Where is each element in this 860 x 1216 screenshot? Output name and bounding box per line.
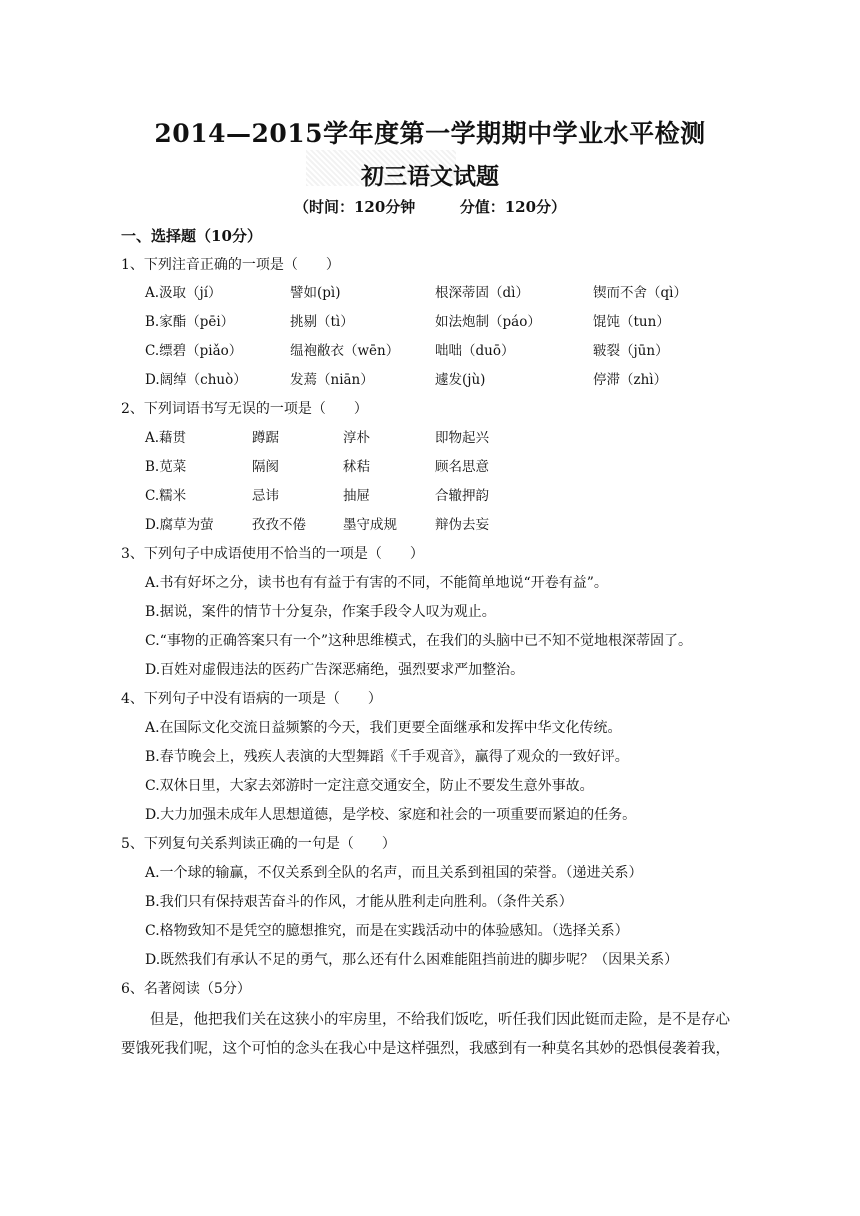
q2-c-2: 忌讳 xyxy=(252,488,279,504)
q2-a-2: 蹲踞 xyxy=(252,430,279,446)
q3-option-c: C.“事物的正确答案只有一个”这种思维模式，在我们的头脑中已不知不觉地根深蒂固了。 xyxy=(145,633,692,649)
question-5: 5、下列复句关系判读正确的一句是（ ） xyxy=(121,836,396,852)
q2-d-3: 墨守成规 xyxy=(343,517,397,533)
q2-a-3: 淳朴 xyxy=(343,430,370,446)
q1-a-4: 锲而不舍（qì） xyxy=(593,285,687,301)
q1-b-3: 如法炮制（páo） xyxy=(435,314,541,330)
question-2: 2、下列词语书写无误的一项是（ ） xyxy=(121,401,368,417)
question-1: 1、下列注音正确的一项是（ ） xyxy=(121,257,340,273)
exam-time: （时间：120分钟 xyxy=(293,198,416,216)
q1-a-2: 譬如(pì) xyxy=(290,285,341,301)
exam-time-score xyxy=(0,196,860,217)
q4-option-c: C.双休日里，大家去郊游时一定注意交通安全，防止不要发生意外事故。 xyxy=(145,778,594,794)
q1-d-1: D.阔绰（chuò） xyxy=(145,372,247,388)
q5-option-b: B.我们只有保持艰苦奋斗的作风，才能从胜利走向胜利。（条件关系） xyxy=(145,894,573,910)
q1-c-1: C.缥碧（piǎo） xyxy=(145,343,243,359)
q2-b-4: 顾名思意 xyxy=(435,459,489,475)
q2-b-3: 秫秸 xyxy=(343,459,370,475)
q1-a-1: A.汲取（jí） xyxy=(145,285,222,301)
section-heading: 一、选择题（10分） xyxy=(121,227,262,245)
q2-c-3: 抽屉 xyxy=(343,488,370,504)
exam-title: 2014—2015学年度第一学期期中学业水平检测 xyxy=(154,119,706,148)
q1-d-3: 遽发(jù) xyxy=(435,372,486,388)
q1-b-4: 馄饨（tun） xyxy=(593,314,670,330)
q2-d-4: 辩伪去妄 xyxy=(435,517,489,533)
q3-option-d: D.百姓对虚假违法的医药广告深恶痛绝，强烈要求严加整治。 xyxy=(145,662,525,678)
exam-score: 分值：120分） xyxy=(459,198,567,216)
q2-a-1: A.藉贯 xyxy=(145,430,187,446)
q1-c-2: 缊袍敝衣（wēn） xyxy=(290,343,400,359)
question-6: 6、名著阅读（5分） xyxy=(121,981,251,997)
exam-subtitle: 初三语文试题 xyxy=(361,163,499,190)
q1-d-2: 发蔫（niān） xyxy=(290,372,374,388)
question-3: 3、下列句子中成语使用不恰当的一项是（ ） xyxy=(121,546,424,562)
q4-option-d: D.大力加强未成年人思想道德，是学校、家庭和社会的一项重要而紧迫的任务。 xyxy=(145,807,637,823)
q2-d-2: 孜孜不倦 xyxy=(252,517,306,533)
q2-b-1: B.苋菜 xyxy=(145,459,187,475)
reading-passage: 但是，他把我们关在这狭小的牢房里，不给我们饭吃，听任我们因此铤而走险，是不是存心要饿死我们呢，这个可怕的念头在我心中是这样强烈，我感到有一种莫名其妙的恐惧侵袭着我， xyxy=(121,1012,730,1057)
q1-d-4: 停滞（zhì） xyxy=(593,372,668,388)
q3-option-a: A.书有好坏之分，读书也有有益于有害的不同，不能简单地说“开卷有益”。 xyxy=(145,575,608,591)
q1-c-3: 咄咄（duō） xyxy=(435,343,515,359)
q1-a-3: 根深蒂固（dì） xyxy=(435,285,529,301)
q3-option-b: B.据说，案件的情节十分复杂，作案手段令人叹为观止。 xyxy=(145,604,496,620)
q1-c-4: 皲裂（jūn） xyxy=(593,343,669,359)
q2-a-4: 即物起兴 xyxy=(435,430,489,446)
q5-option-c: C.格物致知不是凭空的臆想推究，而是在实践活动中的体验感知。（选择关系） xyxy=(145,923,629,939)
question-4: 4、下列句子中没有语病的一项是（ ） xyxy=(121,691,382,707)
q1-b-2: 挑剔（tì） xyxy=(290,314,354,330)
q2-c-4: 合辙押韵 xyxy=(435,488,489,504)
q1-b-1: B.家酯（pēi） xyxy=(145,314,235,330)
q2-b-2: 隔阂 xyxy=(252,459,279,475)
q2-d-1: D.腐草为萤 xyxy=(145,517,214,533)
q2-c-1: C.糯米 xyxy=(145,488,187,504)
q4-option-b: B.春节晚会上，残疾人表演的大型舞蹈《千手观音》，赢得了观众的一致好评。 xyxy=(145,749,629,765)
q5-option-a: A.一个球的输赢，不仅关系到全队的名声，而且关系到祖国的荣誉。（递进关系） xyxy=(145,865,643,881)
q5-option-d: D.既然我们有承认不足的勇气，那么还有什么困难能阻挡前进的脚步呢？（因果关系） xyxy=(145,952,679,968)
q4-option-a: A.在国际文化交流日益频繁的今天，我们更要全面继承和发挥中华文化传统。 xyxy=(145,720,622,736)
